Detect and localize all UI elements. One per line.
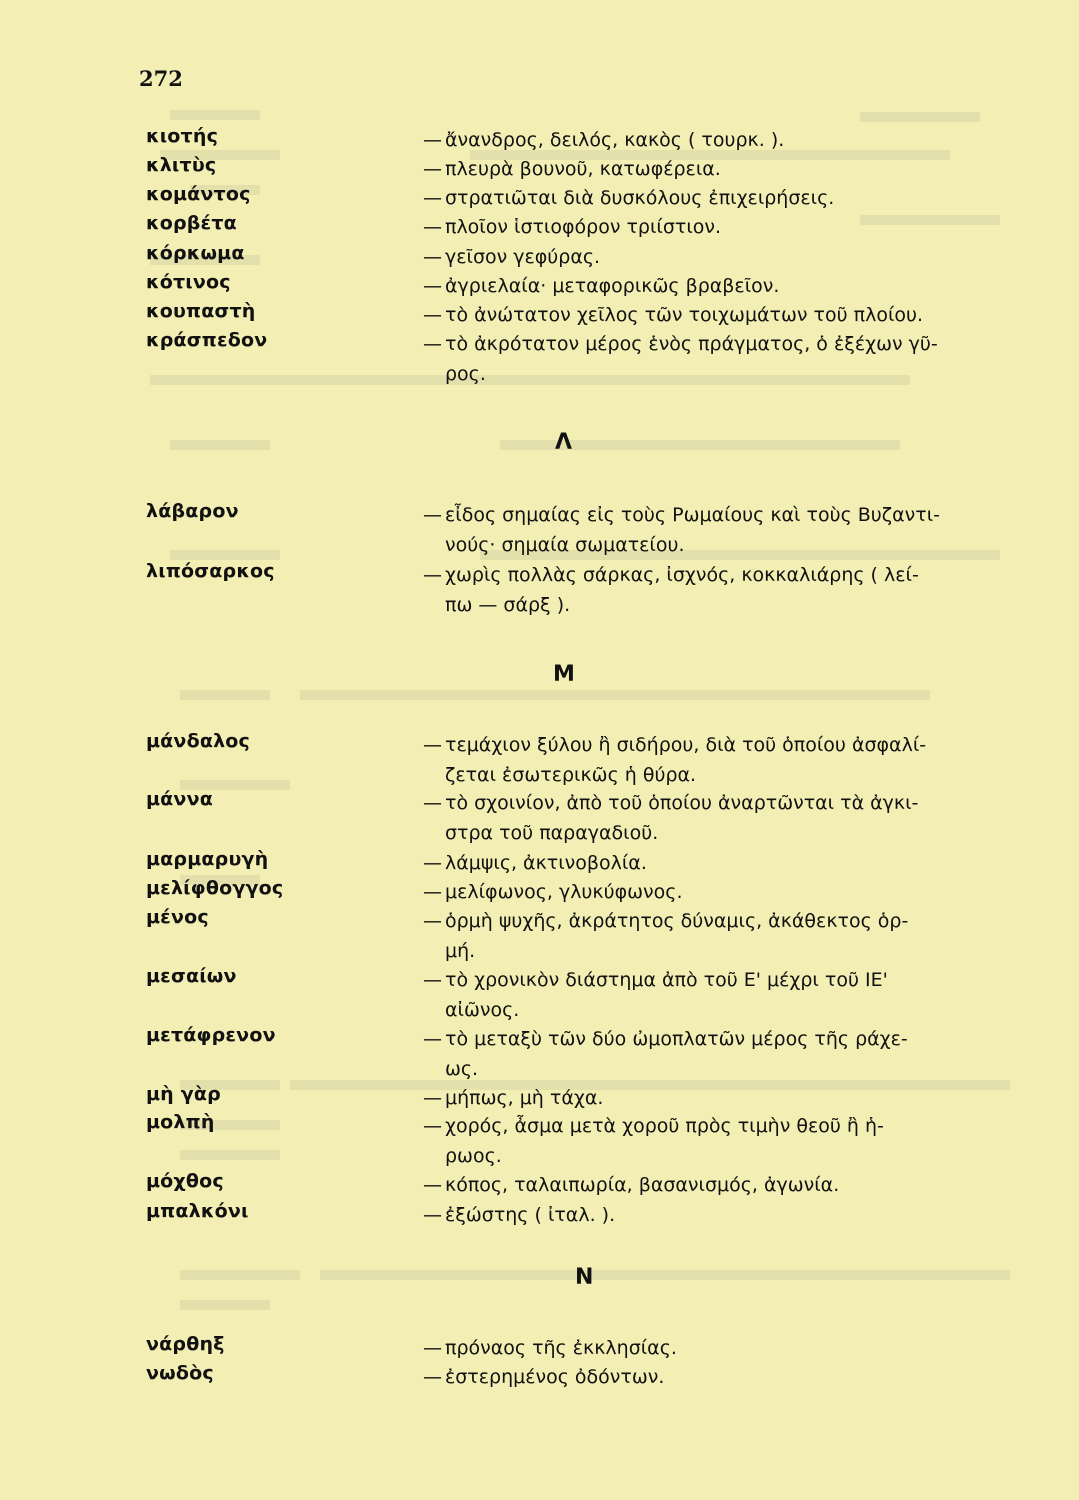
- definition-line: πρόναος τῆς ἐκκλησίας.: [445, 1337, 677, 1359]
- definition-line: χωρὶς πολλὰς σάρκας, ἰσχνός, κοκκαλιάρης ( λεί-: [445, 564, 919, 586]
- dash: —: [423, 216, 442, 238]
- definition-line: ἐξώστης ( ἰταλ. ).: [445, 1204, 616, 1226]
- entry-definition: [423, 730, 995, 790]
- definition-line: τὸ ἀκρότατον μέρος ἑνὸς πράγματος, ὁ ἐξέχων γῦ-: [445, 333, 938, 355]
- page-number: 272: [139, 66, 183, 91]
- entry-term: μόχθος: [146, 1170, 224, 1192]
- dash: —: [423, 187, 442, 209]
- dash: —: [423, 852, 442, 874]
- entry-definition: [423, 300, 995, 330]
- dash: —: [423, 734, 442, 756]
- definition-line: τὸ σχοινίον, ἀπὸ τοῦ ὁποίου ἀναρτῶνται τὰ ἀγκι-: [445, 792, 919, 814]
- entry-definition: [423, 1111, 995, 1171]
- entry-definition: [423, 1333, 995, 1363]
- definition-line: ἐστερημένος ὀδόντων.: [445, 1366, 665, 1388]
- entry-term: κιοτής: [146, 125, 219, 147]
- dash: —: [423, 304, 442, 326]
- entry-term: λιπόσαρκος: [146, 560, 275, 582]
- definition-line: στρατιῶται διὰ δυσκόλους ἐπιχειρήσεις.: [445, 187, 835, 209]
- definition-line: ἄνανδρος, δειλός, κακὸς ( τουρκ. ).: [445, 129, 785, 151]
- entry-term: κόρκωμα: [146, 242, 245, 264]
- entry-term: μπαλκόνι: [146, 1200, 249, 1222]
- entry-definition: [423, 500, 995, 560]
- entry-term: νωδὸς: [146, 1362, 214, 1384]
- dash: —: [423, 1115, 442, 1137]
- definition-line: μήπως, μὴ τάχα.: [445, 1087, 604, 1109]
- entry-term: μεσαίων: [146, 965, 237, 987]
- dash: —: [423, 1087, 442, 1109]
- entry-definition: [423, 560, 995, 620]
- dash: —: [423, 158, 442, 180]
- entry-definition: [423, 212, 995, 242]
- definition-line: ως.: [445, 1058, 479, 1080]
- entry-term: μαρμαρυγὴ: [146, 848, 269, 870]
- entry-definition: [423, 965, 995, 1025]
- definition-line: ρος.: [445, 363, 486, 385]
- dash: —: [423, 246, 442, 268]
- definition-line: μελίφωνος, γλυκύφωνος.: [445, 881, 683, 903]
- entry-term: κλιτὺς: [146, 154, 217, 176]
- definition-line: μή.: [445, 940, 476, 962]
- dash: —: [423, 910, 442, 932]
- definition-line: πω — σάρξ ).: [445, 594, 571, 616]
- definition-line: εἶδος σημαίας εἰς τοὺς Ρωμαίους καὶ τοὺς Βυζαντι-: [445, 504, 941, 526]
- dash: —: [423, 881, 442, 903]
- entry-definition: [423, 906, 995, 966]
- section-letter: Ν: [575, 1265, 594, 1290]
- dash: —: [423, 275, 442, 297]
- entry-definition: [423, 1083, 995, 1113]
- section-letter: Μ: [553, 662, 575, 687]
- definition-line: τεμάχιον ξύλου ἢ σιδήρου, διὰ τοῦ ὁποίου ἀσφαλί-: [445, 734, 927, 756]
- entry-term: μάνδαλος: [146, 730, 251, 752]
- entry-term: κουπαστὴ: [146, 300, 256, 322]
- dash: —: [423, 1337, 442, 1359]
- entry-definition: [423, 1024, 995, 1084]
- dash: —: [423, 564, 442, 586]
- dash: —: [423, 1174, 442, 1196]
- definition-line: ρωος.: [445, 1145, 502, 1167]
- entry-definition: [423, 154, 995, 184]
- entry-definition: [423, 125, 995, 155]
- entry-definition: [423, 1170, 995, 1200]
- entry-definition: [423, 242, 995, 272]
- entry-term: κορβέτα: [146, 212, 237, 234]
- definition-line: τὸ ἀνώτατον χεῖλος τῶν τοιχωμάτων τοῦ πλοίου.: [445, 304, 924, 326]
- entry-term: κομάντος: [146, 183, 251, 205]
- entry-definition: [423, 271, 995, 301]
- definition-line: τὸ μεταξὺ τῶν δύο ὠμοπλατῶν μέρος τῆς ράχε-: [445, 1028, 908, 1050]
- dash: —: [423, 1366, 442, 1388]
- dash: —: [423, 333, 442, 355]
- entry-term: λάβαρον: [146, 500, 239, 522]
- entry-term: κράσπεδον: [146, 329, 268, 351]
- dash: —: [423, 504, 442, 526]
- definition-line: ἀγριελαία· μεταφορικῶς βραβεῖον.: [445, 275, 780, 297]
- definition-line: πλοῖον ἱστιοφόρον τριίστιον.: [445, 216, 722, 238]
- entry-definition: [423, 1362, 995, 1392]
- entry-term: μὴ γὰρ: [146, 1083, 221, 1105]
- entry-term: μετάφρενον: [146, 1024, 276, 1046]
- entry-term: μάννα: [146, 788, 213, 810]
- dash: —: [423, 1028, 442, 1050]
- definition-line: στρα τοῦ παραγαδιοῦ.: [445, 822, 659, 844]
- definition-line: τὸ χρονικὸν διάστημα ἀπὸ τοῦ Ε' μέχρι τοῦ ΙΕ': [445, 969, 888, 991]
- entry-term: νάρθηξ: [146, 1333, 225, 1355]
- definition-line: χορός, ἆσμα μετὰ χοροῦ πρὸς τιμὴν θεοῦ ἢ ἡ-: [445, 1115, 884, 1137]
- entry-definition: [423, 848, 995, 878]
- definition-line: αἰῶνος.: [445, 999, 520, 1021]
- definition-line: πλευρὰ βουνοῦ, κατωφέρεια.: [445, 158, 721, 180]
- entry-definition: [423, 788, 995, 848]
- entry-definition: [423, 329, 995, 389]
- entry-term: κότινος: [146, 271, 231, 293]
- dash: —: [423, 792, 442, 814]
- entry-term: μένος: [146, 906, 209, 928]
- definition-line: ζεται ἐσωτερικῶς ἡ θύρα.: [445, 764, 697, 786]
- section-letter: Λ: [555, 430, 573, 455]
- entry-term: μελίφθογγος: [146, 877, 284, 899]
- entry-definition: [423, 183, 995, 213]
- definition-line: ὁρμὴ ψυχῆς, ἀκράτητος δύναμις, ἀκάθεκτος ὁρ-: [445, 910, 909, 932]
- definition-line: νούς· σημαία σωματείου.: [445, 534, 685, 556]
- entry-term: μολπὴ: [146, 1111, 215, 1133]
- dash: —: [423, 129, 442, 151]
- definition-line: κόπος, ταλαιπωρία, βασανισμός, ἀγωνία.: [445, 1174, 840, 1196]
- entry-definition: [423, 1200, 995, 1230]
- definition-line: γεῖσον γεφύρας.: [445, 246, 601, 268]
- definition-line: λάμψις, ἀκτινοβολία.: [445, 852, 647, 874]
- dash: —: [423, 1204, 442, 1226]
- entry-definition: [423, 877, 995, 907]
- dash: —: [423, 969, 442, 991]
